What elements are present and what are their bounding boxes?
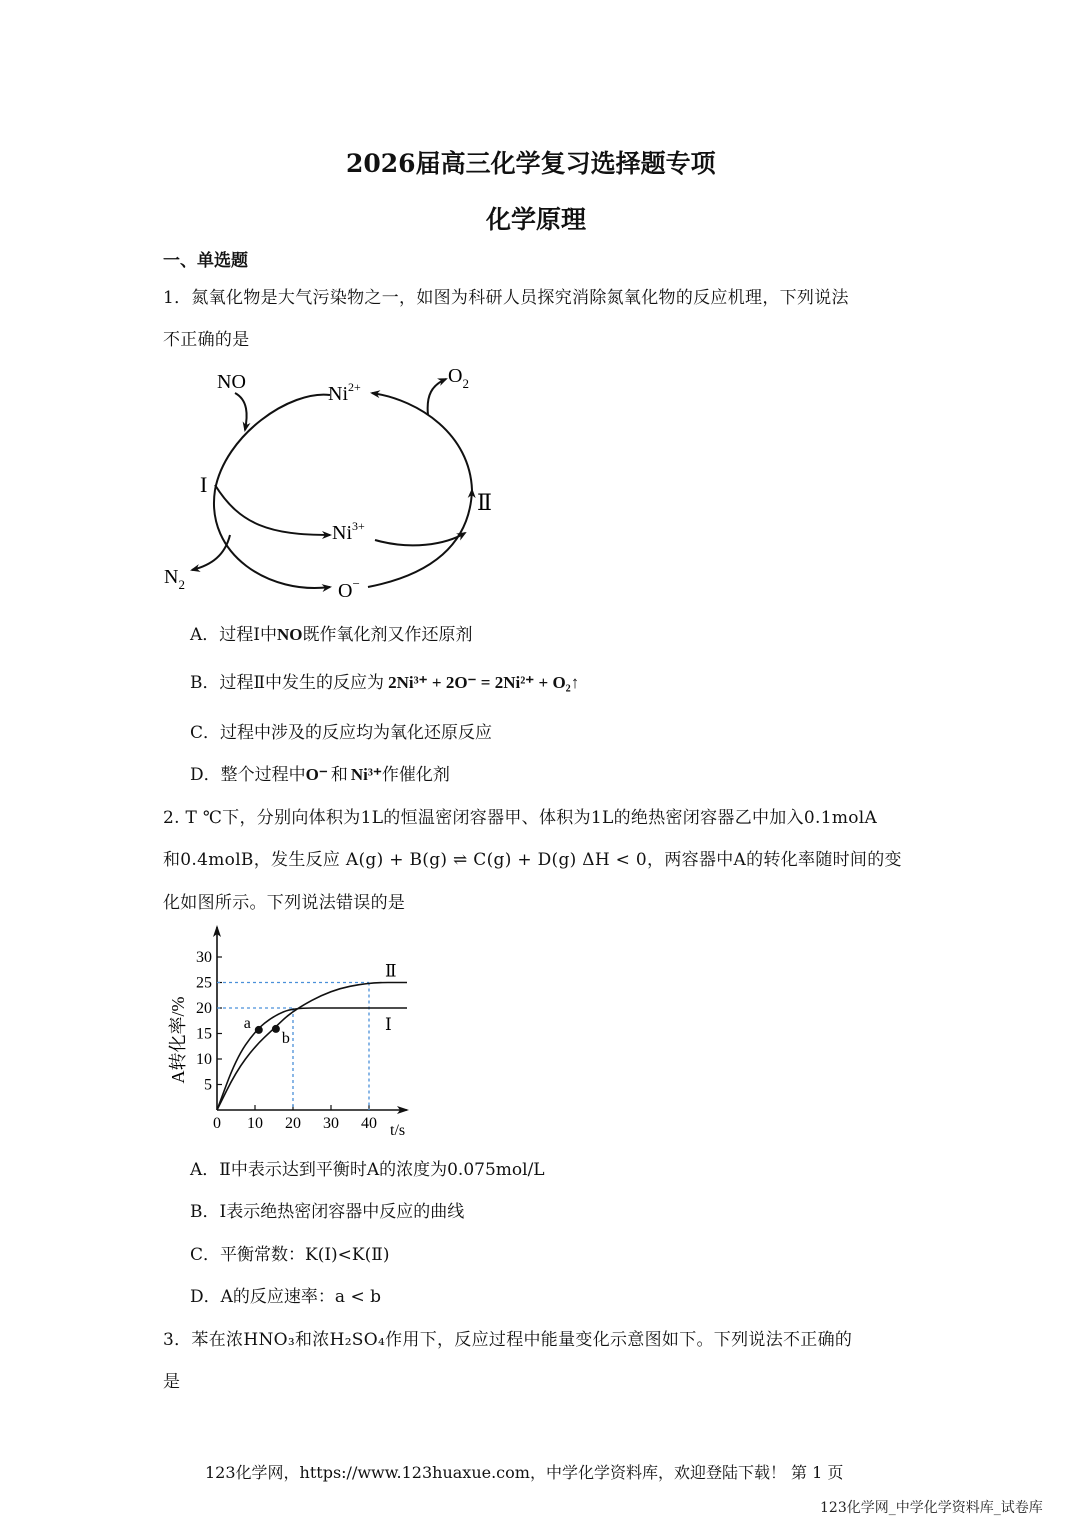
cycle-upper-arc <box>215 395 330 490</box>
arrow-no-in <box>235 393 247 430</box>
label-ni3: $Ni^{3+}$ <box>332 519 365 544</box>
series-label-1: Ⅰ <box>385 1015 392 1034</box>
label-n2: $N_2$ <box>164 566 185 592</box>
x-axis-label: t/s <box>390 1122 406 1139</box>
y-tick-label: 10 <box>196 1051 212 1068</box>
document-subtitle: 化学原理 <box>486 205 587 234</box>
y-tick-label: 20 <box>196 1000 212 1017</box>
point-label-b: b <box>281 1029 290 1047</box>
point-b <box>272 1025 280 1033</box>
q1-option-a[interactable]: A．过程Ⅰ中NO既作氧化剂又作还原剂 <box>190 625 473 645</box>
q2-option-d[interactable]: D．A的反应速率：a < b <box>190 1287 381 1307</box>
q1-stem-line2: 不正确的是 <box>163 330 250 350</box>
q2-option-c[interactable]: C．平衡常数：K(Ⅰ)<K(Ⅱ) <box>190 1245 390 1265</box>
q1-option-c[interactable]: C．过程中涉及的反应均为氧化还原反应 <box>190 723 493 743</box>
section-heading: 一、单选题 <box>163 251 248 271</box>
arrow-o2-out <box>428 379 446 415</box>
x-tick-label: 30 <box>323 1115 339 1132</box>
q2-conversion-chart <box>160 920 430 1145</box>
x-tick-label: 10 <box>247 1115 263 1132</box>
q1-reaction-cycle-diagram <box>150 355 510 615</box>
y-axis-label: A转化率/% <box>168 996 188 1084</box>
point-a <box>255 1026 263 1034</box>
q1-option-b[interactable]: B．过程Ⅱ中发生的反应为 2Ni³⁺ + 2O⁻ = 2Ni²⁺ + O₂↑ <box>190 673 580 693</box>
label-no: NO <box>217 371 246 393</box>
corner-watermark: 123化学网_中学化学资料库_试卷库 <box>820 1500 1043 1516</box>
q2-option-a[interactable]: A．Ⅱ中表示达到平衡时A的浓度为0.075mol/L <box>190 1160 545 1180</box>
y-tick-label: 30 <box>196 949 212 966</box>
q3-stem-line2: 是 <box>163 1372 181 1392</box>
label-o-minus: O− <box>338 576 360 602</box>
point-label-a: a <box>243 1014 251 1032</box>
q3-stem-line1: 3．苯在浓HNO₃和浓H₂SO₄作用下，反应过程中能量变化示意图如下。下列说法不正确的 <box>163 1330 853 1350</box>
label-process-ii: Ⅱ <box>477 490 492 515</box>
q2-stem-line1: 2. T ℃下，分别向体积为1L的恒温密闭容器甲、体积为1L的绝热密闭容器乙中加入0.1molA <box>163 808 878 828</box>
q1-option-d[interactable]: D．整个过程中O⁻ 和 Ni³⁺作催化剂 <box>190 765 450 785</box>
label-o2: $O_2$ <box>448 365 469 391</box>
q2-option-b[interactable]: B．Ⅰ表示绝热密闭容器中反应的曲线 <box>190 1202 465 1222</box>
q2-stem-line3: 化如图所示。下列说法错误的是 <box>163 893 406 913</box>
x-tick-label: 40 <box>361 1115 377 1132</box>
q2-stem-line2: 和0.4molB，发生反应 A(g) + B(g) ⇌ C(g) + D(g) ΔH < 0，两容器中A的转化率随时间的变 <box>163 850 902 870</box>
label-ni2: $Ni^{2+}$ <box>328 380 361 405</box>
arrow-ni3-to-ii <box>375 533 465 545</box>
q1-stem-line1: 1．氮氧化物是大气污染物之一，如图为科研人员探究消除氮氧化物的反应机理，下列说法 <box>163 288 849 308</box>
cycle-arrow-to-ni2 <box>372 393 472 490</box>
x-tick-label: 0 <box>213 1115 221 1132</box>
x-tick-label: 20 <box>285 1115 301 1132</box>
arrow-i-to-ni3 <box>215 485 330 535</box>
y-tick-label: 15 <box>196 1025 212 1043</box>
label-process-i: I <box>200 472 208 497</box>
y-tick-label: 5 <box>204 1076 212 1094</box>
series-label-2: Ⅱ <box>385 961 397 981</box>
page-footer: 123化学网，https://www.123huaxue.com，中学化学资料库，欢迎登陆下载！ 第 1 页 <box>205 1463 844 1482</box>
cycle-arrow-to-ii <box>368 490 472 587</box>
y-tick-label: 25 <box>196 974 212 992</box>
document-title: 2026届高三化学复习选择题专项 <box>346 149 716 178</box>
